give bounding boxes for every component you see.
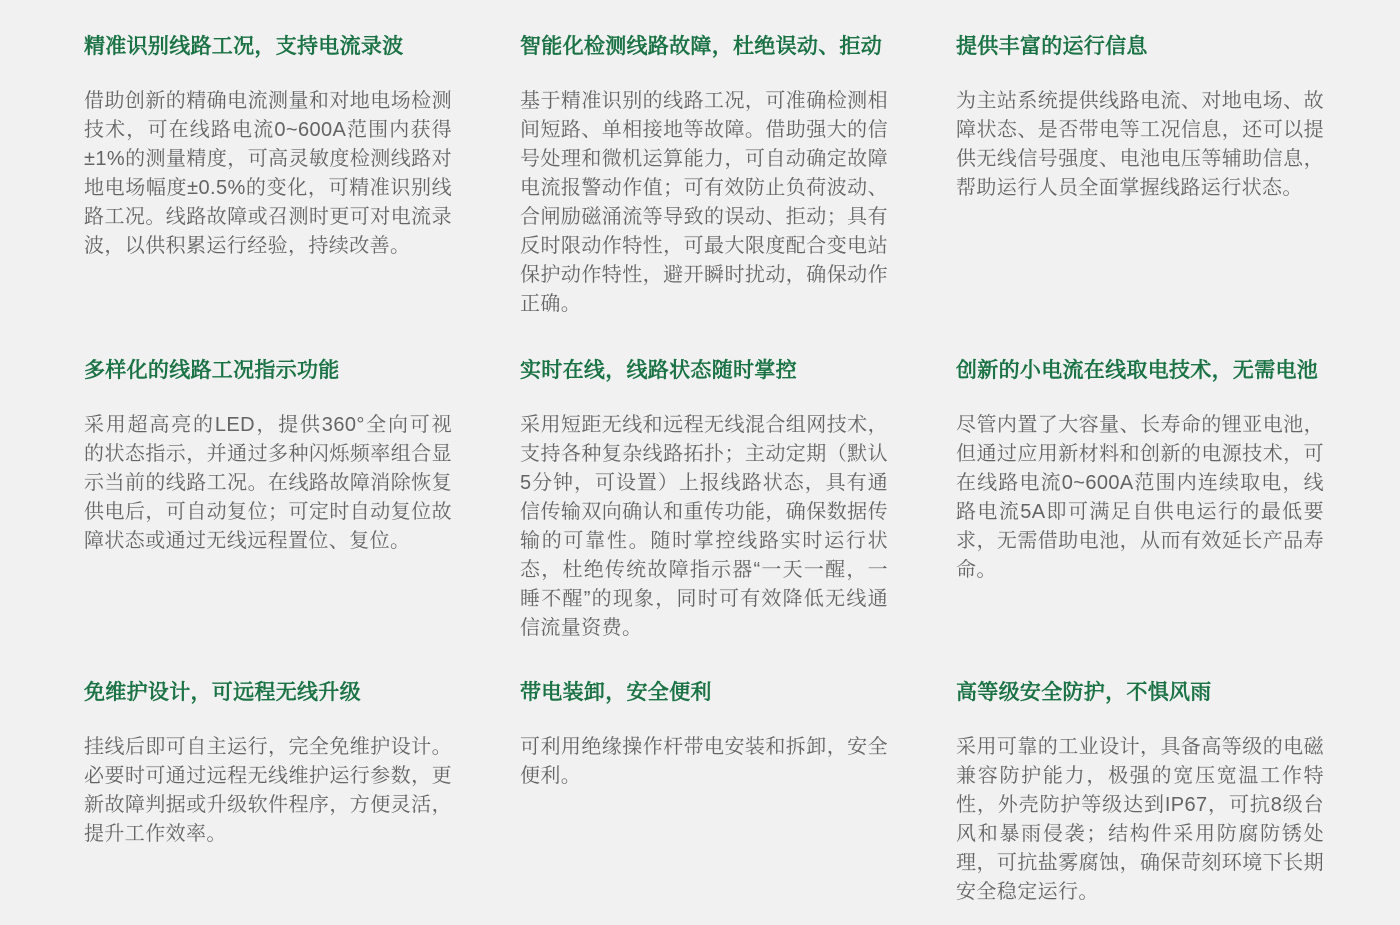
feature-title: 智能化检测线路故障，杜绝误动、拒动 xyxy=(520,35,883,58)
feature-card-intelligent-fault-detection xyxy=(520,33,888,319)
feature-body: 挂线后即可自主运行，完全免维护设计。必要时可通过远程无线维护运行参数，更新故障判据或升级软件程序，方便灵活，提升工作效率。 xyxy=(84,736,452,845)
feature-title: 创新的小电流在线取电技术，无需电池 xyxy=(956,359,1319,382)
feature-title: 多样化的线路工况指示功能 xyxy=(84,359,340,382)
feature-card-maintenance-free xyxy=(84,679,452,849)
feature-title: 提供丰富的运行信息 xyxy=(956,35,1148,58)
feature-body: 借助创新的精确电流测量和对地电场检测技术，可在线路电流0~600A范围内获得±1%的测量精度，可高灵敏度检测线路对地电场幅度±0.5%的变化，可精准识别线路工况。线路故障或召测时更可对电流录波，以供积累运行经验，持续改善。 xyxy=(84,90,452,257)
feature-card-rich-operation-info xyxy=(956,33,1324,203)
feature-body: 采用短距无线和远程无线混合组网技术，支持各种复杂线路拓扑；主动定期（默认5分钟，可设置）上报线路状态，具有通信传输双向确认和重传功能，确保数据传输的可靠性。随时掌控线路实时运行状态，杜绝传统故障指示器“一天一醒，一睡不醒”的现象，同时可有效降低无线通信流量资费。 xyxy=(520,414,888,639)
feature-card-accurate-identification xyxy=(84,33,452,261)
feature-body: 采用可靠的工业设计，具备高等级的电磁兼容防护能力，极强的宽压宽温工作特性，外壳防护等级达到IP67，可抗8级台风和暴雨侵袭；结构件采用防腐防锈处理，可抗盐雾腐蚀，确保苛刻环境下长期安全稳定运行。 xyxy=(956,736,1324,903)
feature-title: 免维护设计，可远程无线升级 xyxy=(84,681,361,704)
feature-card-live-installation xyxy=(520,679,888,791)
feature-body: 尽管内置了大容量、长寿命的锂亚电池，但通过应用新材料和创新的电源技术，可在线路电流0~600A范围内连续取电，线路电流5A即可满足自供电运行的最低要求，无需借助电池，从而有效延长产品寿命。 xyxy=(956,414,1324,581)
feature-body: 基于精准识别的线路工况，可准确检测相间短路、单相接地等故障。借助强大的信号处理和微机运算能力，可自动确定故障电流报警动作值；可有效防止负荷波动、合闸励磁涌流等导致的误动、拒动；具有反时限动作特性，可最大限度配合变电站保护动作特性，避开瞬时扰动，确保动作正确。 xyxy=(520,90,888,315)
feature-card-realtime-online xyxy=(520,357,888,643)
feature-card-small-current-power xyxy=(956,357,1324,585)
feature-title: 带电装卸，安全便利 xyxy=(520,681,712,704)
feature-body: 为主站系统提供线路电流、对地电场、故障状态、是否带电等工况信息，还可以提供无线信号强度、电池电压等辅助信息，帮助运行人员全面掌握线路运行状态。 xyxy=(956,90,1324,199)
feature-card-diverse-indication xyxy=(84,357,452,556)
feature-title: 精准识别线路工况，支持电流录波 xyxy=(84,35,404,58)
feature-body: 采用超高亮的LED，提供360°全向可视的状态指示，并通过多种闪烁频率组合显示当前的线路工况。在线路故障消除恢复供电后，可自动复位；可定时自动复位故障状态或通过无线远程置位、复位。 xyxy=(84,414,452,552)
feature-title: 高等级安全防护，不惧风雨 xyxy=(956,681,1212,704)
feature-card-safety-protection xyxy=(956,679,1324,907)
feature-body: 可利用绝缘操作杆带电安装和拆卸，安全便利。 xyxy=(520,736,888,787)
feature-title: 实时在线，线路状态随时掌控 xyxy=(520,359,797,382)
